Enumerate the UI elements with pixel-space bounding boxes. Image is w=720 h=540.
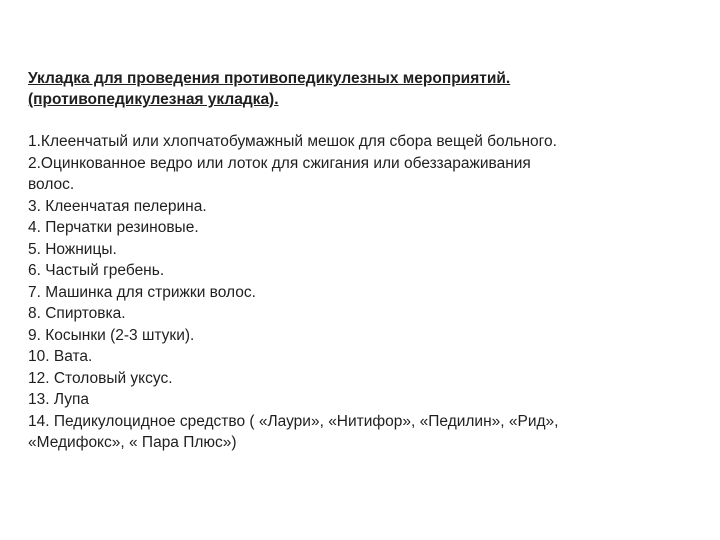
list-item: 2.Оцинкованное ведро или лоток для сжигания или обеззараживания [28, 154, 531, 172]
list-item: 8. Спиртовка. [28, 305, 126, 322]
list-item: 10. Вата. [28, 348, 93, 365]
list-item: 12. Столовый уксус. [28, 369, 173, 387]
title-line-1: Укладка для проведения противопедикулезных мероприятий. [28, 70, 511, 87]
slide-content [28, 68, 698, 454]
list-item: 5. Ножницы. [28, 240, 117, 258]
list-item: 14. Педикулоцидное средство ( «Лаури», «Нитифор», «Педилин», «Рид», [28, 412, 559, 430]
list-item: 9. Косынки (2-3 штуки). [28, 326, 195, 344]
list-item: 7. Машинка для стрижки волос. [28, 283, 256, 301]
list-item: «Медифокс», « Пара Плюс») [28, 434, 237, 451]
list-item: 1.Клеенчатый или хлопчатобумажный мешок для сбора вещей больного. [28, 133, 557, 150]
supply-list [28, 131, 698, 454]
list-item: 13. Лупа [28, 391, 89, 408]
list-item: 4. Перчатки резиновые. [28, 219, 199, 236]
list-item: 3. Клеенчатая пелерина. [28, 197, 207, 215]
list-item: 6. Частый гребень. [28, 262, 165, 279]
title-line-2: (противопедикулезная укладка). [28, 91, 279, 108]
spacer [28, 110, 698, 131]
list-item: волос. [28, 176, 75, 193]
